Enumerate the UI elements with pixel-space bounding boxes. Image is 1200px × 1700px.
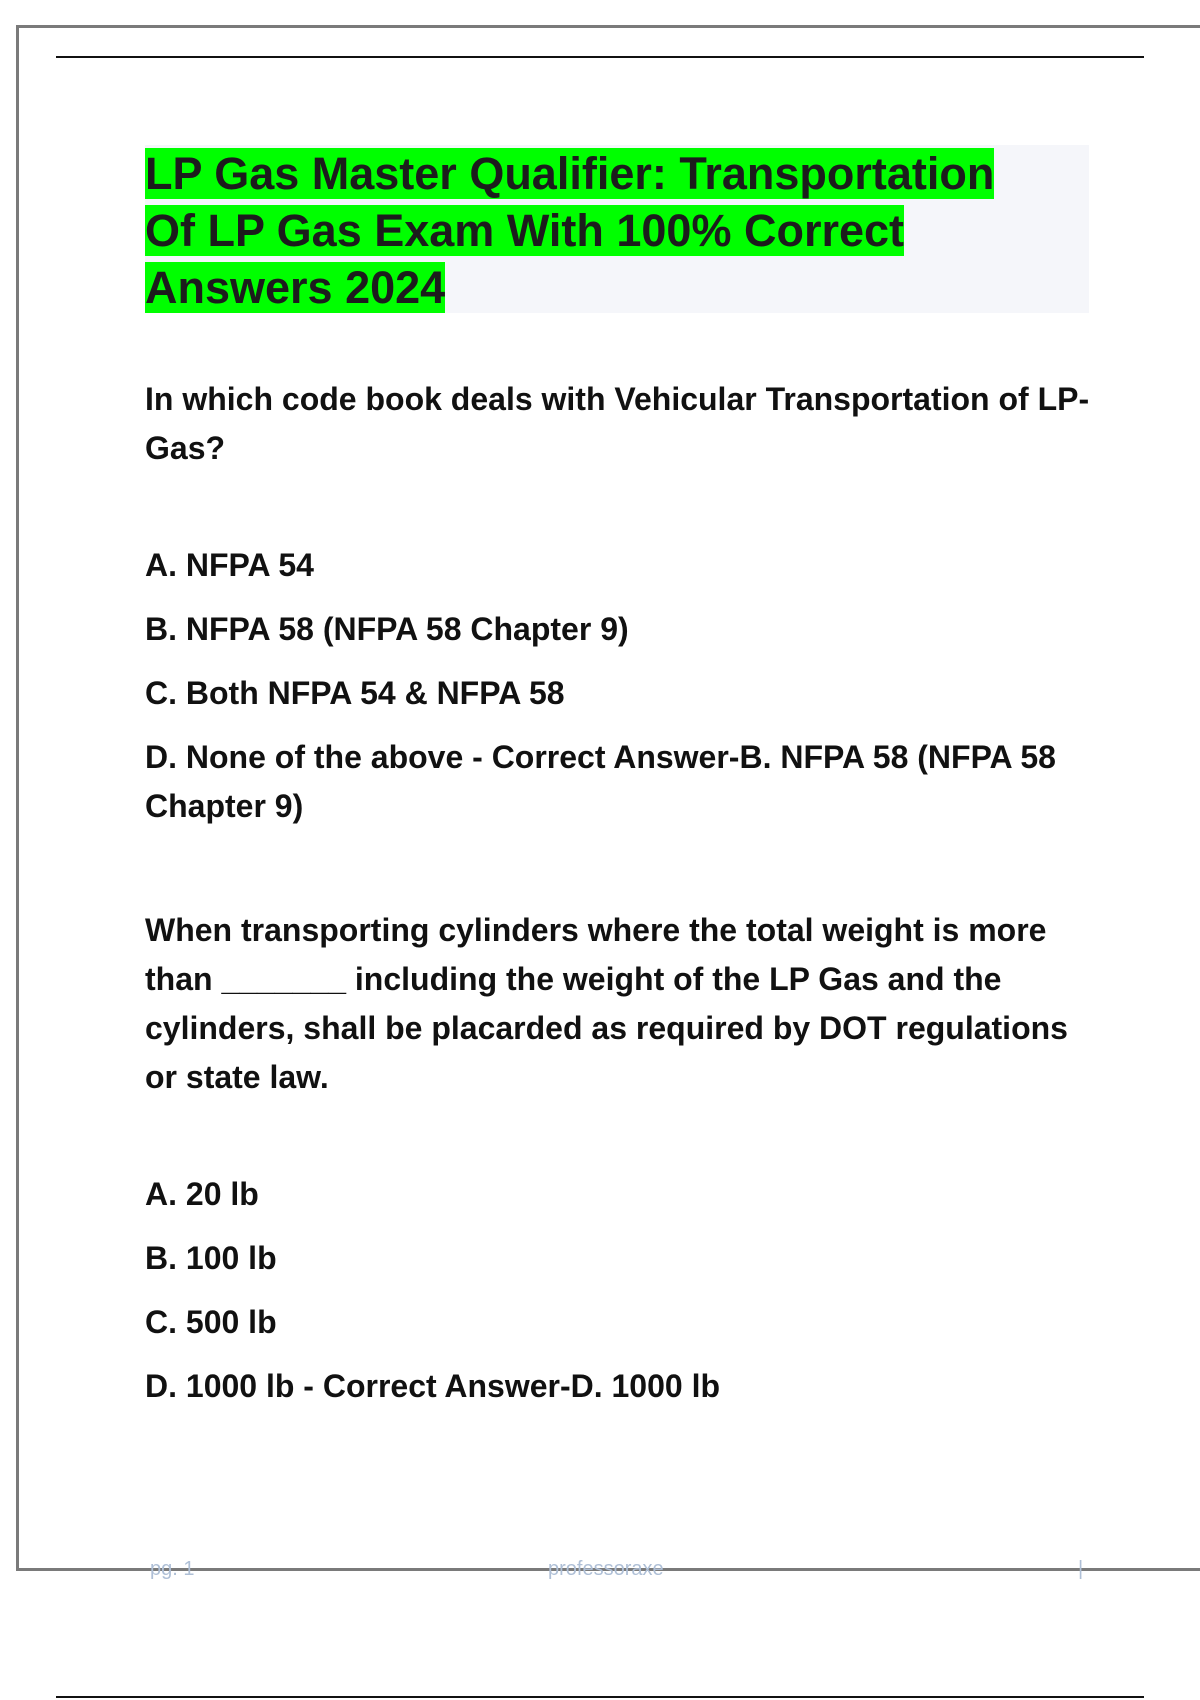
question-text-2: When transporting cylinders where the total weight is more than _______ including the weight of the LP Gas and the cylinders, shall be placarded as required by DOT regulations or state law.: [145, 912, 1068, 1095]
option-2a: A. 20 lb: [145, 1176, 259, 1212]
page-number: pg. 1: [150, 1558, 195, 1580]
option-1b: B. NFPA 58 (NFPA 58 Chapter 9): [145, 611, 629, 647]
title-line-1: LP Gas Master Qualifier: Transportation: [145, 148, 995, 199]
options-list-2: [145, 1170, 1095, 1411]
footer-author: professoraxe: [548, 1558, 664, 1580]
option-2d-answer: D. 1000 lb - Correct Answer-D. 1000 lb: [145, 1368, 721, 1404]
option-1a: A. NFPA 54: [145, 547, 314, 583]
question-text-1: In which code book deals with Vehicular Transportation of LP-Gas?: [145, 381, 1090, 466]
option-1c: C. Both NFPA 54 & NFPA 58: [145, 675, 565, 711]
top-rule: [56, 56, 1144, 58]
title-line-3: Answers 2024: [145, 262, 446, 313]
options-list-1: [145, 541, 1095, 831]
footer-mark: |: [1078, 1558, 1084, 1580]
question-block-1: [145, 375, 1095, 831]
option-2b: B. 100 lb: [145, 1240, 277, 1276]
title-line-2: Of LP Gas Exam With 100% Correct: [145, 205, 905, 256]
questions-section: [145, 375, 1095, 1426]
title-box: [145, 145, 1089, 313]
question-block-2: [145, 906, 1095, 1411]
bottom-rule: [56, 1696, 1144, 1698]
page-footer: [0, 1558, 1200, 1588]
option-1d-answer: D. None of the above - Correct Answer-B. NFPA 58 (NFPA 58 Chapter 9): [145, 739, 1056, 824]
option-2c: C. 500 lb: [145, 1304, 277, 1340]
document-title: [145, 145, 1089, 316]
